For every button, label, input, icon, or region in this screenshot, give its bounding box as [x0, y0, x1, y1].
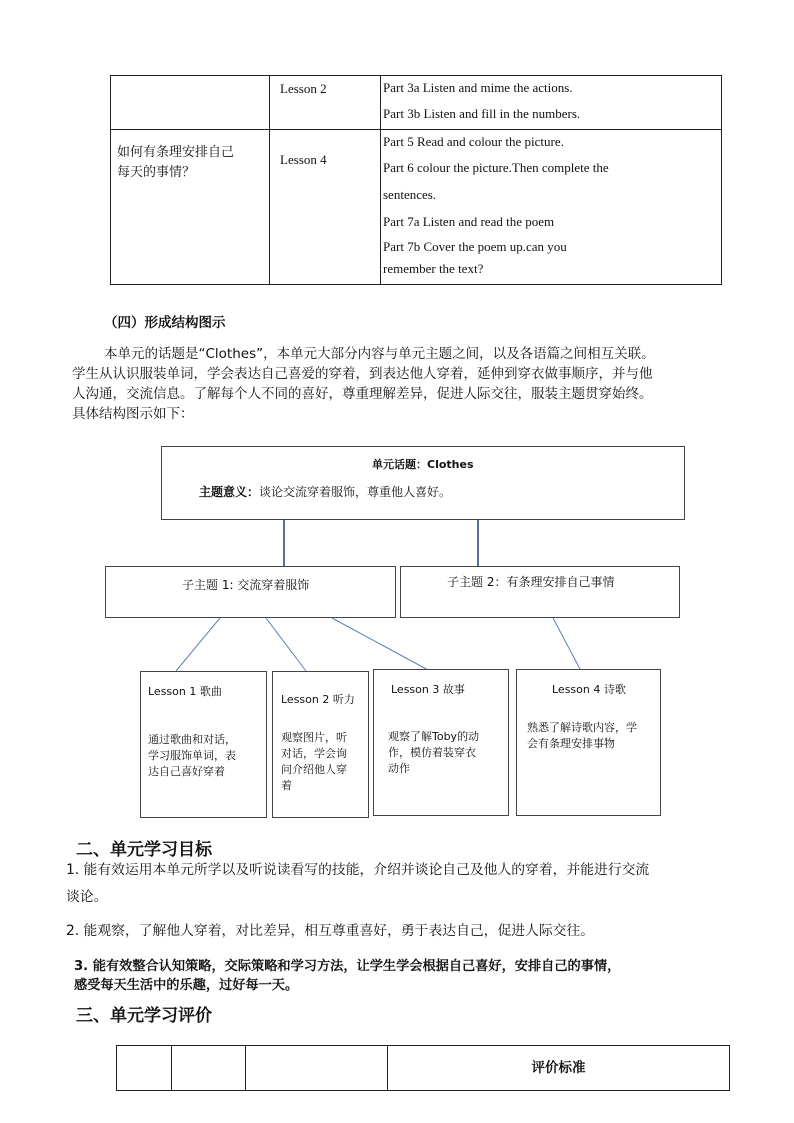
goal-line: 2. 能观察，了解他人穿着，对比差异，相互尊重喜好，勇于表达自己，促进人际交往。 [66, 923, 595, 939]
table-cell [246, 1046, 388, 1091]
connector-line [332, 618, 430, 671]
lesson-desc-line: 达自己喜好穿着 [148, 765, 225, 778]
section-heading: （四）形成结构图示 [104, 315, 226, 331]
lesson-title: Lesson 4 诗歌 [552, 683, 626, 696]
lesson-title: Lesson 2 听力 [281, 693, 355, 706]
subtopic-label: 子主题 2：有条理安排自己事情 [447, 575, 615, 589]
theme-text: 谈论交流穿着服饰，尊重他人喜好。 [259, 485, 452, 499]
lesson-label: Lesson 4 [280, 152, 327, 167]
lesson-box-2 [272, 671, 369, 818]
table-header-label: 评价标准 [531, 1060, 586, 1077]
unit-topic-title: 单元话题：Clothes [372, 458, 474, 471]
lesson-box-1 [140, 671, 267, 818]
part-line: Part 5 Read and colour the picture. [383, 134, 564, 149]
part-line: remember the text? [383, 261, 484, 276]
table-cell [172, 1046, 246, 1091]
lesson-desc-line: 作，模仿着装穿衣 [388, 746, 476, 759]
lesson-desc-line: 动作 [388, 762, 410, 775]
lesson-desc-line: 熟悉了解诗歌内容，学 [527, 721, 637, 734]
paragraph-line: 具体结构图示如下： [72, 406, 194, 422]
lesson-box-3 [373, 669, 509, 816]
goal-line: 1. 能有效运用本单元所学以及听说读看写的技能，介绍并谈论自己及他人的穿着，并能进行交流 [66, 862, 650, 878]
lesson-desc-line: 观察图片，听 [281, 731, 347, 744]
lesson-title: Lesson 3 故事 [391, 683, 465, 696]
theme-label: 主题意义： [199, 485, 260, 499]
paragraph-line: 学生从认识服装单词，学会表达自己喜爱的穿着，到表达他人穿着，延伸到穿衣做事顺序，并与他 [72, 366, 653, 382]
goal-line: 谈论。 [66, 889, 108, 905]
goal-line: 感受每天生活中的乐趣，过好每一天。 [74, 978, 299, 993]
lesson-box-4 [516, 669, 661, 816]
section-heading: 二、单元学习目标 [76, 840, 212, 860]
goal-line: 3. 能有效整合认知策略，交际策略和学习方法，让学生学会根据自己喜好，安排自己的事情， [74, 959, 621, 974]
lesson-desc-line: 会有条理安排事物 [527, 737, 615, 750]
lesson-title: Lesson 1 歌曲 [148, 685, 222, 698]
lesson-desc-line: 观察了解Toby的动 [388, 730, 480, 743]
paragraph-line: 本单元的话题是“Clothes”，本单元大部分内容与单元主题之间，以及各语篇之间相互关联。 [104, 346, 655, 362]
unit-topic-box [161, 446, 685, 520]
evaluation-table [116, 1045, 730, 1091]
part-line: Part 7a Listen and read the poem [383, 214, 555, 229]
lesson-desc-line: 学习服饰单词，表 [148, 749, 236, 762]
part-line: Part 3a Listen and mime the actions. [383, 80, 573, 95]
lesson-desc-line: 问介绍他人穿 [281, 763, 347, 776]
part-line: sentences. [383, 187, 437, 202]
subtopic-box-2 [400, 566, 680, 618]
lesson-desc-line: 着 [281, 779, 292, 792]
paragraph-line: 人沟通，交流信息。了解每个人不同的喜好，尊重理解差异，促进人际交往，服装主题贯穿始终。 [72, 386, 653, 402]
table-row [117, 1046, 730, 1091]
connector-line [553, 618, 580, 669]
part-line: Part 3b Listen and fill in the numbers. [383, 106, 581, 121]
connector-line [176, 618, 220, 671]
part-line: Part 6 colour the picture.Then complete the [383, 160, 609, 175]
topic-line: 如何有条理安排自己 [117, 145, 235, 160]
table-cell [117, 1046, 172, 1091]
subtopic-box-1 [105, 566, 396, 618]
lesson-desc-line: 对话，学会询 [281, 747, 347, 760]
part-line: Part 7b Cover the poem up.can you [383, 239, 567, 254]
table-cell [388, 1046, 730, 1091]
lesson-desc-line: 通过歌曲和对话， [148, 733, 236, 746]
topic-line: 每天的事情？ [117, 165, 196, 180]
theme-meaning [199, 484, 451, 500]
section-heading: 三、单元学习评价 [76, 1006, 212, 1026]
lesson-label: Lesson 2 [280, 81, 327, 96]
subtopic-label: 子主题 1: 交流穿着服饰 [182, 578, 310, 592]
connector-line [266, 618, 306, 671]
